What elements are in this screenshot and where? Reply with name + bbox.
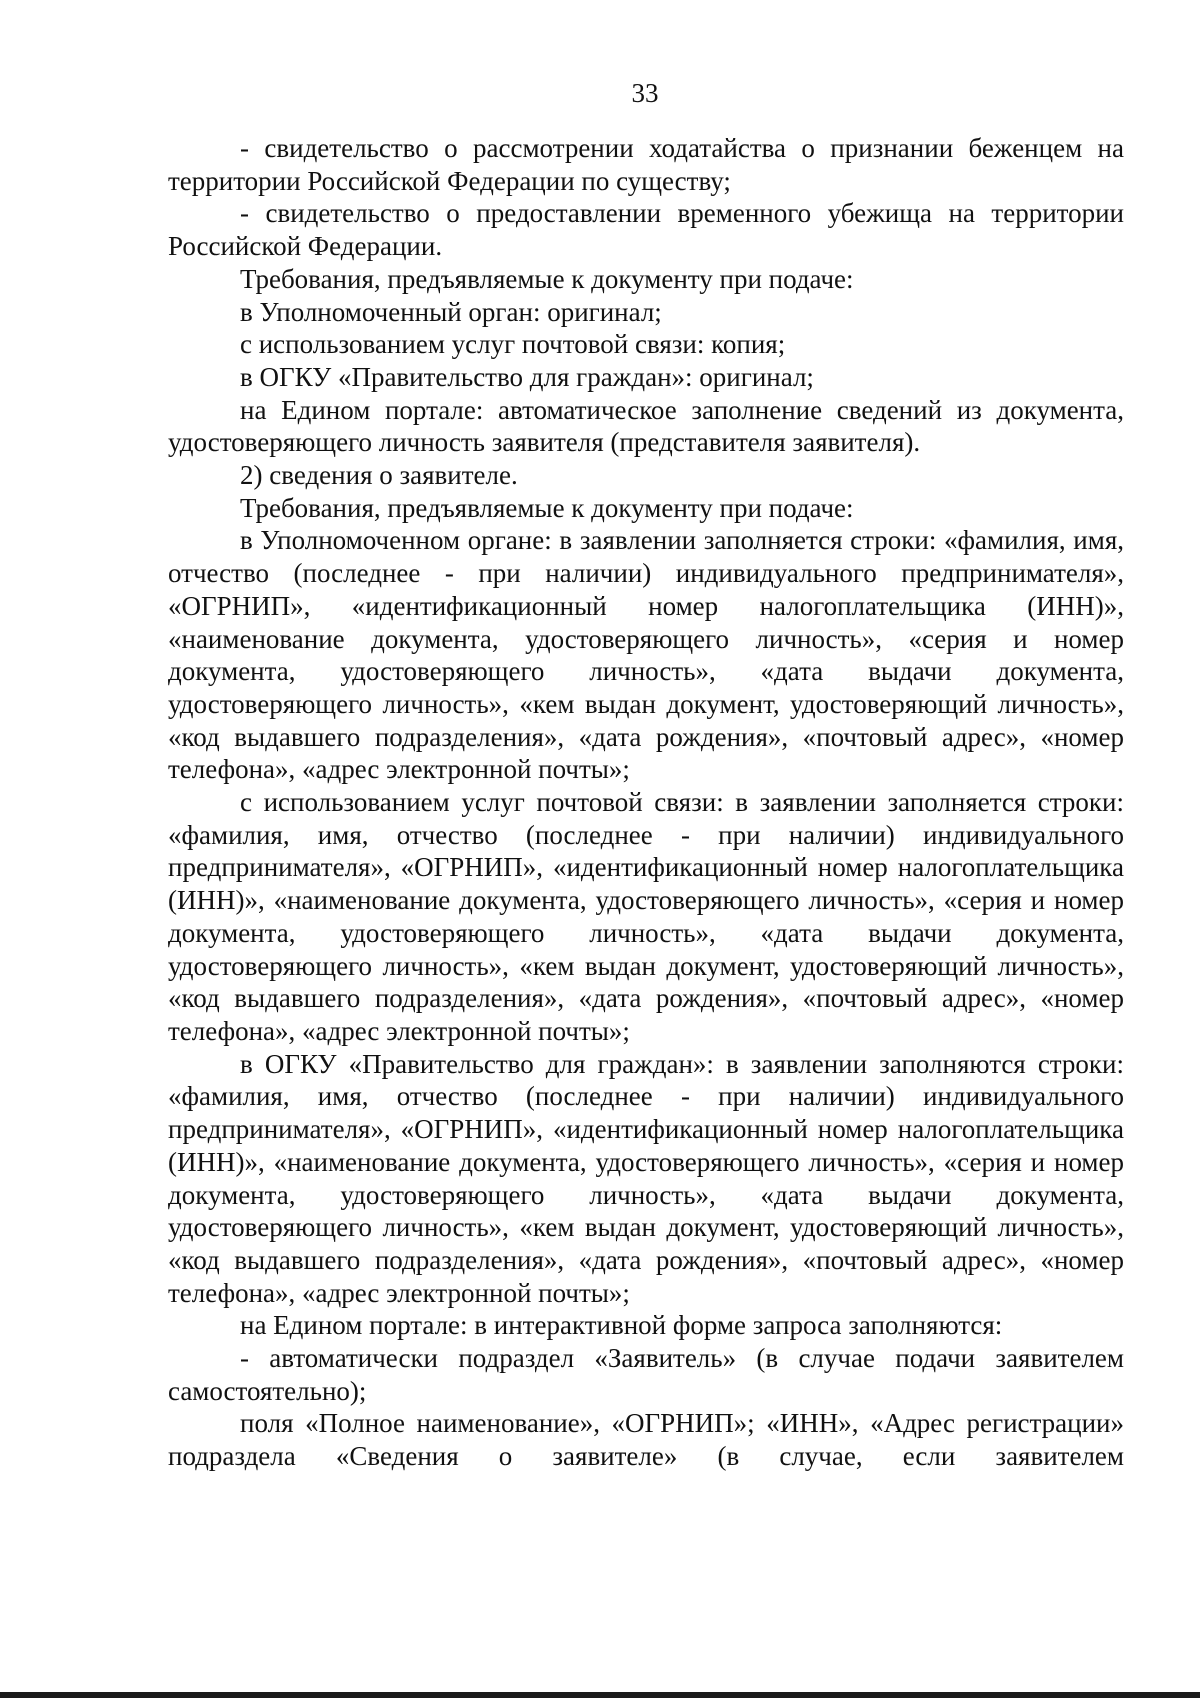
paragraph: с использованием услуг почтовой связи: копия;: [240, 329, 786, 360]
page-number: 33: [631, 78, 659, 108]
paragraph: - автоматически подраздел «Заявитель» (в случае подачи заявителем самостоятельно);: [168, 1343, 1124, 1406]
paragraph: Требования, предъявляемые к документу при подаче:: [240, 492, 854, 523]
scan-edge-line: [0, 1692, 1200, 1698]
paragraph: 2) сведения о заявителе.: [240, 460, 518, 491]
paragraph: Требования, предъявляемые к документу при подаче:: [240, 263, 854, 294]
document-body: [168, 132, 1124, 1473]
paragraph: - свидетельство о рассмотрении ходатайства о признании беженцем на территории Российской Федерации по существу;: [168, 133, 1124, 196]
paragraph: в ОГКУ «Правительство для граждан»: оригинал;: [240, 361, 814, 392]
paragraph: в Уполномоченный орган: оригинал;: [240, 296, 662, 327]
paragraph: на Едином портале: автоматическое заполнение сведений из документа, удостоверяющего личность заявителя (представителя заявителя).: [168, 394, 1124, 458]
paragraph: в Уполномоченном органе: в заявлении заполняется строки: «фамилия, имя, отчество (последнее - при наличии) индивидуального предпринимателя», «ОГРНИП», «идентификационный номер налогоплательщика (ИНН)», «наименование документа, удостоверяющего личность», «серия и номер документа, удостоверяющего личность», «дата выдачи документа, удостоверяющего личность», «кем выдан документ, удостоверяющий личность», «код выдавшего подразделения», «дата рождения», «почтовый адрес», «номер телефона», «адрес электронной почты»;: [168, 525, 1124, 785]
paragraph: - свидетельство о предоставлении временного убежища на территории Российской Федерации.: [168, 198, 1124, 262]
paragraph: поля «Полное наименование», «ОГРНИП»; «ИНН», «Адрес регистрации» подраздела «Сведения о заявителе» (в случае, если заявителем: [168, 1408, 1124, 1472]
paragraph: с использованием услуг почтовой связи: в заявлении заполняется строки: «фамилия, имя, отчество (последнее - при наличии) индивидуального предпринимателя», «ОГРНИП», «идентификационный номер налогоплательщика (ИНН)», «наименование документа, удостоверяющего личность», «серия и номер документа, удостоверяющего личность», «дата выдачи документа, удостоверяющего личность», «кем выдан документ, удостоверяющий личность», «код выдавшего подразделения», «дата рождения», «почтовый адрес», «номер телефона», «адрес электронной почты»;: [168, 787, 1124, 1046]
paragraph: в ОГКУ «Правительство для граждан»: в заявлении заполняются строки: «фамилия, имя, отчество (последнее - при наличии) индивидуального предпринимателя», «ОГРНИП», «идентификационный номер налогоплательщика (ИНН)», «наименование документа, удостоверяющего личность», «серия и номер документа, удостоверяющего личность», «дата выдачи документа, удостоверяющего личность», «кем выдан документ, удостоверяющий личность», «код выдавшего подразделения», «дата рождения», «почтовый адрес», «номер телефона», «адрес электронной почты»;: [168, 1048, 1124, 1308]
paragraph: на Едином портале: в интерактивной форме запроса заполняются:: [240, 1310, 1003, 1341]
